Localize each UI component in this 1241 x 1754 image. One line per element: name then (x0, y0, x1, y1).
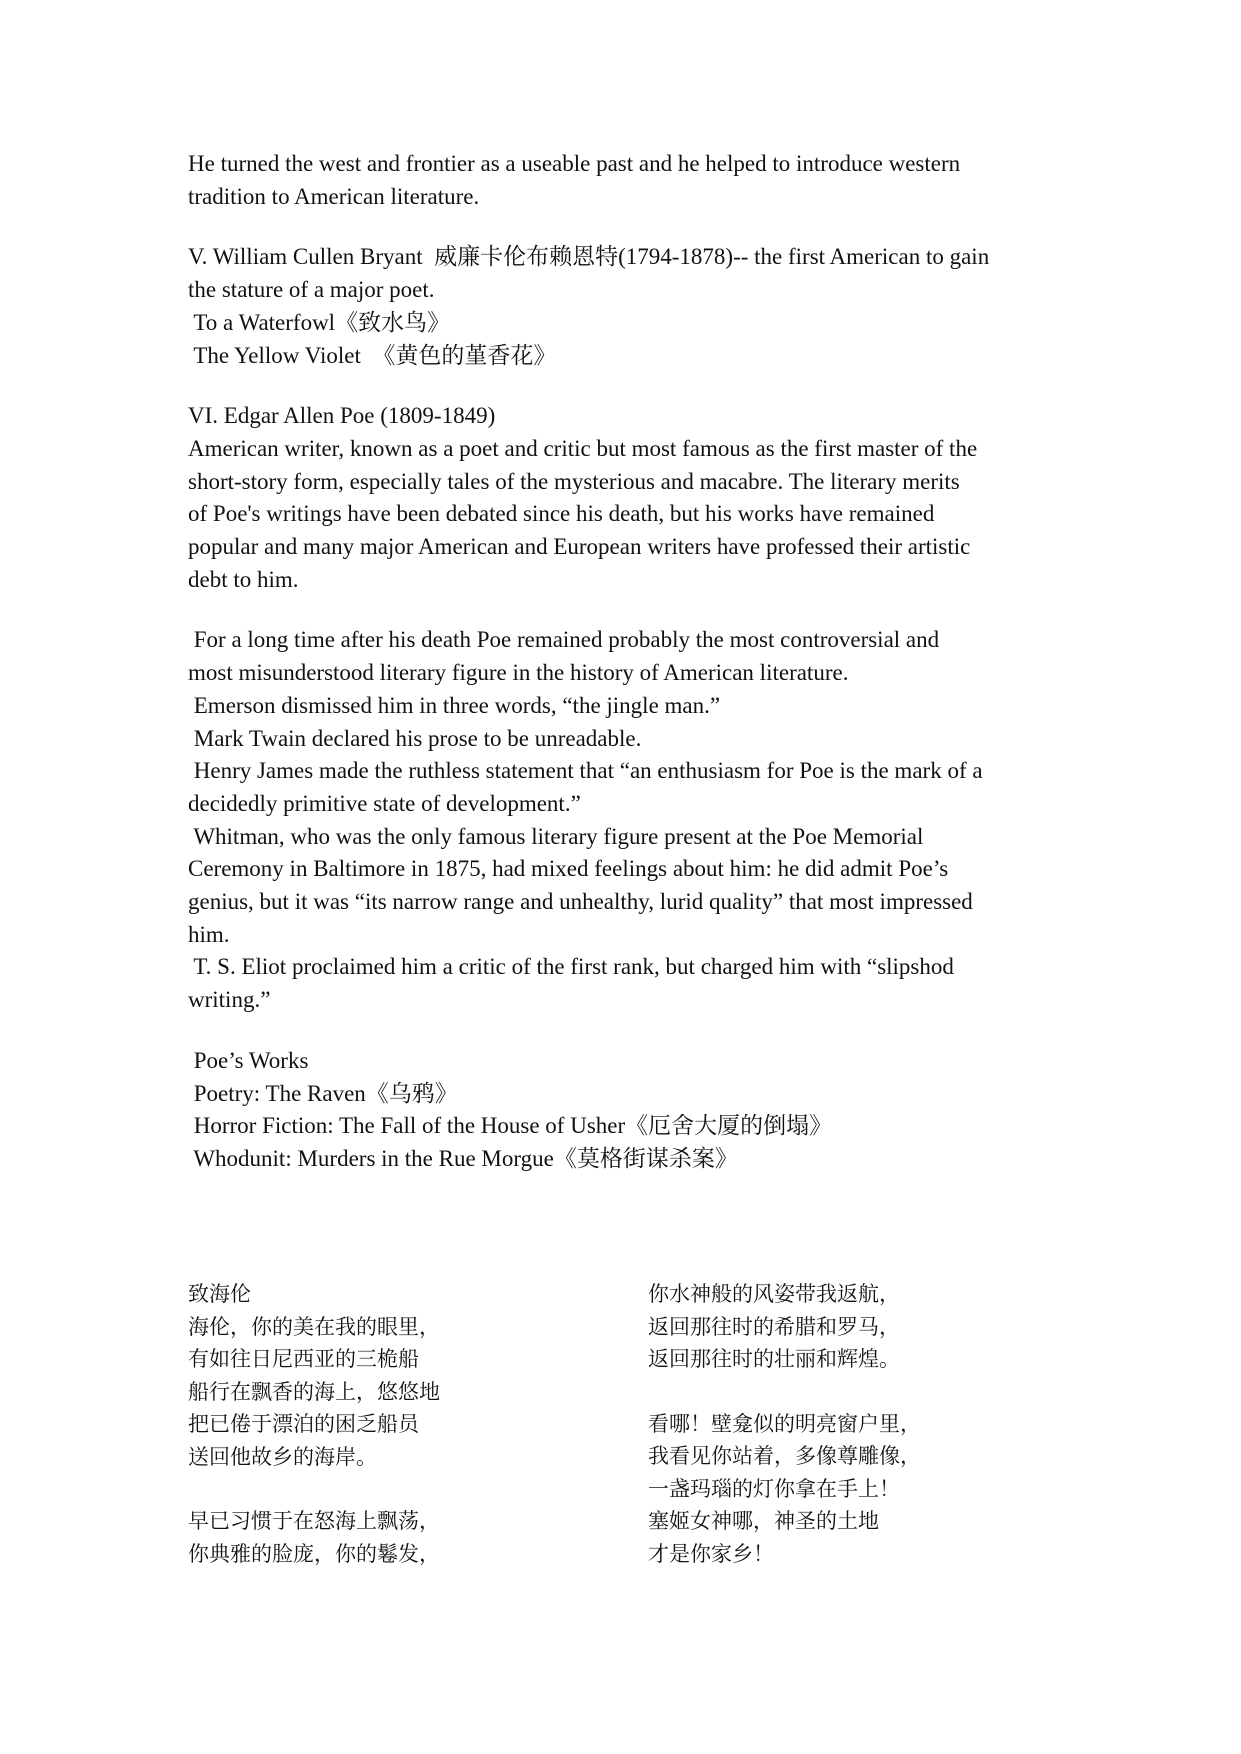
poem-line: 把已倦于漂泊的困乏船员 (188, 1412, 419, 1436)
text-line: most misunderstood literary figure in the history of American literature. (188, 660, 849, 686)
text-line: popular and many major American and European writers have professed their artistic (188, 534, 971, 560)
text-line: of Poe's writings have been debated since his death, but his works have remained (188, 501, 935, 527)
work-title: The Yellow Violet 《黄色的堇香花》 (188, 342, 557, 368)
work-title: Horror Fiction: The Fall of the House of Usher《厄舍大厦的倒塌》 (188, 1113, 833, 1139)
poem-line: 船行在飘香的海上，悠悠地 (188, 1379, 440, 1404)
text-line: Henry James made the ruthless statement that “an enthusiasm for Poe is the mark of a (188, 758, 983, 784)
work-title: To a Waterfowl《致水鸟》 (188, 309, 451, 335)
section-heading: V. William Cullen Bryant 威廉卡伦布赖恩特(1794-1878)-- the first American to gain (188, 244, 990, 270)
text-line: the stature of a major poet. (188, 277, 435, 303)
poem-column-right (648, 1278, 1068, 1570)
text-line: debt to him. (188, 566, 299, 592)
poem-line: 一盏玛瑙的灯你拿在手上！ (648, 1476, 900, 1501)
poem-line: 看哪！壁龛似的明亮窗户里， (648, 1411, 921, 1436)
poem-line: 有如往日尼西亚的三桅船 (188, 1347, 419, 1371)
poe-works-list (188, 1045, 1068, 1176)
text-line: short-story form, especially tales of the mysterious and macabre. The literary merits (188, 468, 960, 494)
section-poe (188, 400, 1068, 596)
work-title: Poetry: The Raven《乌鸦》 (188, 1080, 458, 1106)
poem-line: 才是你家乡！ (648, 1541, 774, 1566)
text-line: writing.” (188, 987, 271, 1013)
text-line: Ceremony in Baltimore in 1875, had mixed feelings about him: he did admit Poe’s (188, 856, 949, 882)
text-line: Whitman, who was the only famous literary figure present at the Poe Memorial (188, 823, 924, 849)
text-line: T. S. Eliot proclaimed him a critic of the first rank, but charged him with “slipshod (188, 954, 954, 980)
text-line: tradition to American literature. (188, 183, 480, 209)
poem-line: 送回他故乡的海岸。 (188, 1444, 377, 1469)
poem-line: 塞姬女神哪，神圣的土地 (648, 1509, 879, 1533)
poem-line: 返回那往时的壮丽和辉煌。 (648, 1347, 900, 1371)
poem-line: 你水神般的风姿带我返航， (648, 1282, 900, 1306)
section-bryant (188, 241, 1068, 372)
text-line: He turned the west and frontier as a useable past and he helped to introduce western (188, 151, 961, 176)
text-line: genius, but it was “its narrow range and unhealthy, lurid quality” that most impressed (188, 889, 973, 915)
text-line: him. (188, 921, 230, 947)
text-line: decidedly primitive state of development.” (188, 790, 581, 816)
work-title: Whodunit: Murders in the Rue Morgue《莫格街谋杀案》 (188, 1145, 738, 1171)
paragraph-frontier (188, 148, 1068, 213)
text-line: Emerson dismissed him in three words, “the jingle man.” (188, 692, 721, 718)
poem-line: 我看见你站着，多像尊雕像， (648, 1444, 921, 1468)
section-heading: VI. Edgar Allen Poe (1809-1849) (188, 403, 496, 429)
text-line: Mark Twain declared his prose to be unreadable. (188, 725, 642, 751)
poem-line: 早已习惯于在怒海上飘荡， (188, 1509, 440, 1533)
paragraph-reception (188, 624, 1068, 1016)
text-line: For a long time after his death Poe remained probably the most controversial and (188, 627, 940, 653)
main-text (188, 148, 1068, 1176)
poem-line: 你典雅的脸庞，你的鬈发， (188, 1541, 440, 1566)
poem-title: 致海伦 (188, 1282, 251, 1306)
works-heading: Poe’s Works (188, 1047, 309, 1073)
poem-column-left (188, 1278, 608, 1570)
poem-line: 海伦，你的美在我的眼里， (188, 1314, 440, 1339)
poem-line: 返回那往时的希腊和罗马， (648, 1314, 900, 1339)
text-line: American writer, known as a poet and critic but most famous as the first master of the (188, 435, 978, 461)
